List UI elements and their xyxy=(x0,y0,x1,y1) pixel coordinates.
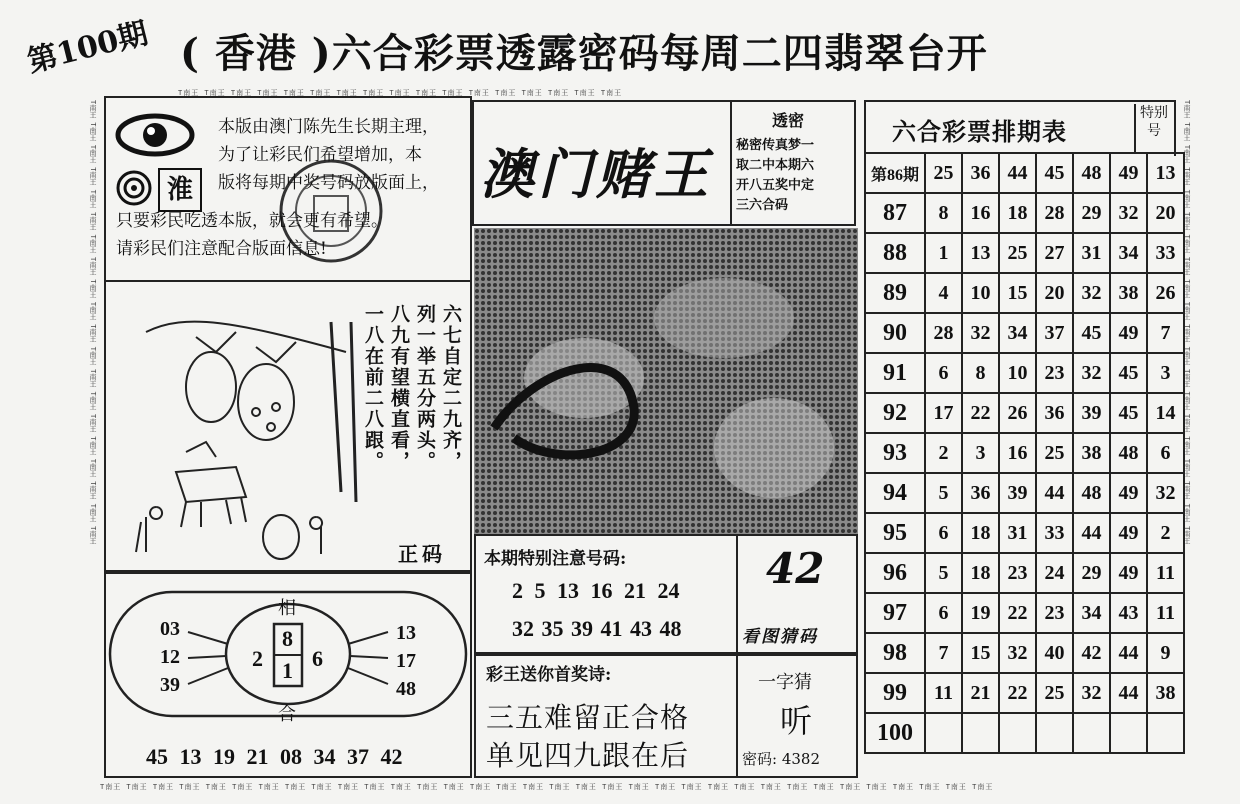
period-cell: 89 xyxy=(865,273,925,313)
special-box xyxy=(474,534,738,654)
number-cell: 29 xyxy=(1073,193,1110,233)
special-cell: 32 xyxy=(1147,473,1184,513)
schedule-header xyxy=(864,100,1176,156)
schedule-row xyxy=(865,393,1184,433)
oval-bottom-num: 08 xyxy=(280,744,302,769)
oval-bottom-row xyxy=(146,744,403,770)
number-cell: 15 xyxy=(962,633,999,673)
number-cell: 43 xyxy=(1110,593,1147,633)
oval-bottom-num: 45 xyxy=(146,744,168,769)
oval-bottom-num: 42 xyxy=(380,744,403,769)
top-dot-strip: T南王 T南王 T南王 T南王 T南王 T南王 T南王 T南王 T南王 T南王 T南王 T南王 T南王 T南王 T南王 T南王 T南王 xyxy=(178,89,623,97)
number-cell: 28 xyxy=(925,313,962,353)
number-cell: 5 xyxy=(925,553,962,593)
riddle-col-4: 一八在前二八跟。 xyxy=(362,304,384,472)
number-cell: 39 xyxy=(999,473,1036,513)
period-cell: 90 xyxy=(865,313,925,353)
secret-line-1: 秘密传真梦一 xyxy=(736,138,815,153)
special-num: 41 xyxy=(600,616,623,641)
number-cell: 49 xyxy=(1110,553,1147,593)
goat-gourd-illustration xyxy=(116,292,366,562)
schedule-row xyxy=(865,593,1184,633)
period-cell: 92 xyxy=(865,393,925,433)
number-cell: 18 xyxy=(962,553,999,593)
number-cell: 49 xyxy=(1110,513,1147,553)
number-cell: 37 xyxy=(1036,313,1073,353)
period-cell: 91 xyxy=(865,353,925,393)
intro-line-2: 为了让彩民们希望增加，本 xyxy=(218,145,422,165)
intro-line-3: 版将每期中奖号码放版面上， xyxy=(218,173,439,193)
number-cell: 25 xyxy=(925,153,962,193)
oval-box xyxy=(104,572,472,778)
guess-box xyxy=(736,534,858,654)
oval-bottom-num: 37 xyxy=(347,744,369,769)
special-num: 32 xyxy=(512,616,534,641)
number-cell: 18 xyxy=(962,513,999,553)
schedule-row xyxy=(865,713,1184,753)
number-cell: 8 xyxy=(925,193,962,233)
number-cell: 32 xyxy=(1073,353,1110,393)
riddle-col-3: 八九有望横直看， xyxy=(388,304,410,472)
number-cell: 42 xyxy=(1073,633,1110,673)
number-cell: 4 xyxy=(925,273,962,313)
special-cell: 26 xyxy=(1147,273,1184,313)
schedule-row xyxy=(865,673,1184,713)
number-cell: 32 xyxy=(1110,193,1147,233)
number-cell: 44 xyxy=(999,153,1036,193)
special-num: 43 xyxy=(630,616,652,641)
number-cell: 34 xyxy=(1110,233,1147,273)
eye-icon xyxy=(114,110,196,160)
special-row-1 xyxy=(512,578,680,604)
riddle-col-2: 列一举五分两头。 xyxy=(414,304,436,472)
secret-line-4: 三六合码 xyxy=(736,198,789,213)
title-text: 澳门赌王 xyxy=(480,142,712,206)
title-box xyxy=(472,100,732,226)
special-cell: 33 xyxy=(1147,233,1184,273)
number-cell: 44 xyxy=(1110,673,1147,713)
period-cell: 87 xyxy=(865,193,925,233)
number-cell: 32 xyxy=(1073,273,1110,313)
number-cell: 26 xyxy=(999,393,1036,433)
oval-right-num-2: 17 xyxy=(396,650,416,672)
guess-label: 看图猜码 xyxy=(742,627,818,647)
schedule-row xyxy=(865,153,1184,193)
number-cell: 49 xyxy=(1110,153,1147,193)
number-cell: 29 xyxy=(1073,553,1110,593)
number-cell: 38 xyxy=(1110,273,1147,313)
number-cell: 17 xyxy=(925,393,962,433)
number-cell: 7 xyxy=(925,633,962,673)
number-cell: 36 xyxy=(962,473,999,513)
number-cell: 23 xyxy=(1036,593,1073,633)
number-cell: 6 xyxy=(925,513,962,553)
number-cell: 36 xyxy=(962,153,999,193)
special-cell: 9 xyxy=(1147,633,1184,673)
special-num: 21 xyxy=(624,578,646,603)
special-row-2 xyxy=(512,616,682,642)
oval-center-top: 8 xyxy=(282,626,293,651)
oval-bottom-num: 19 xyxy=(213,744,235,769)
oval-left-num-2: 12 xyxy=(160,646,180,668)
headline: ( 香港 )六合彩票透露密码每周二四翡翠台开 xyxy=(180,30,988,77)
oval-bottom-num: 13 xyxy=(179,744,202,769)
number-cell: 23 xyxy=(999,553,1036,593)
oval-left-num-3: 39 xyxy=(160,674,180,696)
schedule-special-label: 特别号 xyxy=(1134,104,1172,154)
number-cell: 1 xyxy=(925,233,962,273)
number-cell: 49 xyxy=(1110,473,1147,513)
number-cell: 48 xyxy=(1073,473,1110,513)
poem-title: 彩王送你首奖诗: xyxy=(486,665,612,685)
special-num: 13 xyxy=(557,578,579,603)
number-cell: 32 xyxy=(962,313,999,353)
oval-center-left: 2 xyxy=(252,646,263,671)
secret-line-2: 取二中本期六 xyxy=(736,158,815,173)
number-cell: 19 xyxy=(962,593,999,633)
number-cell: 18 xyxy=(999,193,1036,233)
riddle-col-1: 六七自定二九齐， xyxy=(440,304,462,472)
target-icon xyxy=(116,170,152,206)
number-cell: 49 xyxy=(1110,313,1147,353)
schedule-row xyxy=(865,433,1184,473)
intro-line-5: 请彩民们注意配合版面信息! xyxy=(116,239,327,259)
number-cell: 31 xyxy=(999,513,1036,553)
special-cell: 13 xyxy=(1147,153,1184,193)
special-num: 24 xyxy=(657,578,680,603)
oval-right-num-1: 13 xyxy=(396,622,416,644)
number-cell: 25 xyxy=(999,233,1036,273)
oval-left-num-1: 03 xyxy=(160,618,180,640)
number-cell: 24 xyxy=(1036,553,1073,593)
number-cell: 15 xyxy=(999,273,1036,313)
number-cell: 48 xyxy=(1073,153,1110,193)
special-num: 2 xyxy=(512,578,523,603)
number-cell: 27 xyxy=(1036,233,1073,273)
oval-bottom-num: 34 xyxy=(313,744,336,769)
special-cell: 3 xyxy=(1147,353,1184,393)
special-cell: 6 xyxy=(1147,433,1184,473)
stamp-char: 淮 xyxy=(158,168,202,212)
number-cell: 16 xyxy=(999,433,1036,473)
period-cell: 100 xyxy=(865,713,925,753)
number-cell: 2 xyxy=(925,433,962,473)
number-cell: 34 xyxy=(1073,593,1110,633)
number-cell: 36 xyxy=(1036,393,1073,433)
special-cell: 2 xyxy=(1147,513,1184,553)
schedule-row xyxy=(865,553,1184,593)
word-guess-code: 密码: 4382 xyxy=(742,750,820,768)
special-cell xyxy=(1147,713,1184,753)
oval-bottom-num: 21 xyxy=(246,744,269,769)
number-cell: 13 xyxy=(962,233,999,273)
period-cell: 95 xyxy=(865,513,925,553)
oval-center-bottom: 1 xyxy=(282,658,293,683)
guess-handwritten: 42 xyxy=(766,544,825,593)
poem-line-2: 单见四九跟在后 xyxy=(486,739,690,772)
schedule-row xyxy=(865,233,1184,273)
number-cell: 23 xyxy=(1036,353,1073,393)
poem-box xyxy=(474,654,738,778)
left-dot-strip: T南王 T南王 T南王 T南王 T南王 T南王 T南王 T南王 T南王 T南王 T南王 T南王 T南王 T南王 T南王 T南王 T南王 T南王 T南王 T南王 xyxy=(89,100,97,545)
number-cell: 25 xyxy=(1036,673,1073,713)
schedule-table xyxy=(864,152,1185,754)
schedule-row xyxy=(865,313,1184,353)
number-cell: 10 xyxy=(999,353,1036,393)
number-cell: 11 xyxy=(925,673,962,713)
number-cell: 45 xyxy=(1073,313,1110,353)
number-cell: 22 xyxy=(999,673,1036,713)
oval-right-num-3: 48 xyxy=(396,678,416,700)
number-cell xyxy=(1110,713,1147,753)
word-guess-char: 听 xyxy=(780,702,813,740)
number-cell: 25 xyxy=(1036,433,1073,473)
special-num: 35 xyxy=(541,616,564,641)
number-cell: 22 xyxy=(999,593,1036,633)
special-cell: 38 xyxy=(1147,673,1184,713)
oval-center-right: 6 xyxy=(312,646,323,671)
special-cell: 7 xyxy=(1147,313,1184,353)
schedule-row xyxy=(865,633,1184,673)
number-cell xyxy=(999,713,1036,753)
number-cell: 8 xyxy=(962,353,999,393)
number-cell: 22 xyxy=(962,393,999,433)
number-cell: 21 xyxy=(962,673,999,713)
number-cell xyxy=(1073,713,1110,753)
secret-title: 透密 xyxy=(772,111,805,130)
oval-bottom-char: 合 xyxy=(278,704,296,725)
riddle-box xyxy=(104,282,472,572)
number-cell: 45 xyxy=(1036,153,1073,193)
period-cell: 98 xyxy=(865,633,925,673)
number-cell: 44 xyxy=(1110,633,1147,673)
bottom-dot-strip: T南王 T南王 T南王 T南王 T南王 T南王 T南王 T南王 T南王 T南王 T南王 T南王 T南王 T南王 T南王 T南王 T南王 T南王 T南王 T南王 T南王 T南王 T南王 T南王 T南王 T南王 T南王 T南王 T南王 T南王 T南王 T南王 T南王 T南王 xyxy=(100,783,994,791)
special-title: 本期特别注意号码: xyxy=(484,549,627,569)
period-cell: 第86期 xyxy=(865,153,925,193)
schedule-row xyxy=(865,353,1184,393)
number-cell: 44 xyxy=(1073,513,1110,553)
number-cell: 32 xyxy=(999,633,1036,673)
number-cell: 45 xyxy=(1110,353,1147,393)
intro-box xyxy=(104,96,472,282)
number-cell: 45 xyxy=(1110,393,1147,433)
intro-line-1: 本版由澳门陈先生长期主理， xyxy=(218,117,439,137)
number-cell: 28 xyxy=(1036,193,1073,233)
special-num: 39 xyxy=(571,616,593,641)
riddle-label: 正码 xyxy=(398,542,446,566)
period-cell: 96 xyxy=(865,553,925,593)
period-cell: 88 xyxy=(865,233,925,273)
number-cell: 48 xyxy=(1110,433,1147,473)
schedule-row xyxy=(865,513,1184,553)
period-cell: 94 xyxy=(865,473,925,513)
oval-top-char: 相 xyxy=(278,598,296,619)
number-cell: 40 xyxy=(1036,633,1073,673)
number-cell: 6 xyxy=(925,353,962,393)
period-cell: 99 xyxy=(865,673,925,713)
issue-number: 第100期 xyxy=(23,16,152,80)
special-cell: 14 xyxy=(1147,393,1184,433)
number-cell: 38 xyxy=(1073,433,1110,473)
special-cell: 11 xyxy=(1147,553,1184,593)
number-cell: 32 xyxy=(1073,673,1110,713)
special-num: 16 xyxy=(590,578,613,603)
number-cell: 39 xyxy=(1073,393,1110,433)
special-num: 5 xyxy=(534,578,546,603)
number-cell: 33 xyxy=(1036,513,1073,553)
halftone-photo xyxy=(474,228,858,536)
number-cell: 3 xyxy=(962,433,999,473)
number-cell xyxy=(1036,713,1073,753)
schedule-row xyxy=(865,273,1184,313)
right-dot-strip: T南王 T南王 T南王 T南王 T南王 T南王 T南王 T南王 T南王 T南王 T南王 T南王 T南王 T南王 T南王 T南王 T南王 T南王 T南王 T南王 xyxy=(1183,100,1191,545)
schedule-row xyxy=(865,193,1184,233)
intro-line-4: 只要彩民吃透本版，就会更有希望。 xyxy=(116,211,388,231)
number-cell: 5 xyxy=(925,473,962,513)
period-cell: 93 xyxy=(865,433,925,473)
number-cell: 16 xyxy=(962,193,999,233)
number-cell xyxy=(925,713,962,753)
secret-line-3: 开八五奖中定 xyxy=(736,178,815,193)
number-cell: 6 xyxy=(925,593,962,633)
schedule-row xyxy=(865,473,1184,513)
period-cell: 97 xyxy=(865,593,925,633)
number-cell: 34 xyxy=(999,313,1036,353)
special-num: 48 xyxy=(659,616,682,641)
special-cell: 11 xyxy=(1147,593,1184,633)
word-guess-box xyxy=(736,654,858,778)
special-cell: 20 xyxy=(1147,193,1184,233)
number-cell: 10 xyxy=(962,273,999,313)
number-cell: 31 xyxy=(1073,233,1110,273)
word-guess-title: 一字猜 xyxy=(758,672,812,693)
poem-line-1: 三五难留正合格 xyxy=(486,701,690,734)
number-cell xyxy=(962,713,999,753)
number-cell: 44 xyxy=(1036,473,1073,513)
number-cell: 20 xyxy=(1036,273,1073,313)
secret-box xyxy=(732,100,856,226)
schedule-title: 六合彩票排期表 xyxy=(892,117,1067,146)
